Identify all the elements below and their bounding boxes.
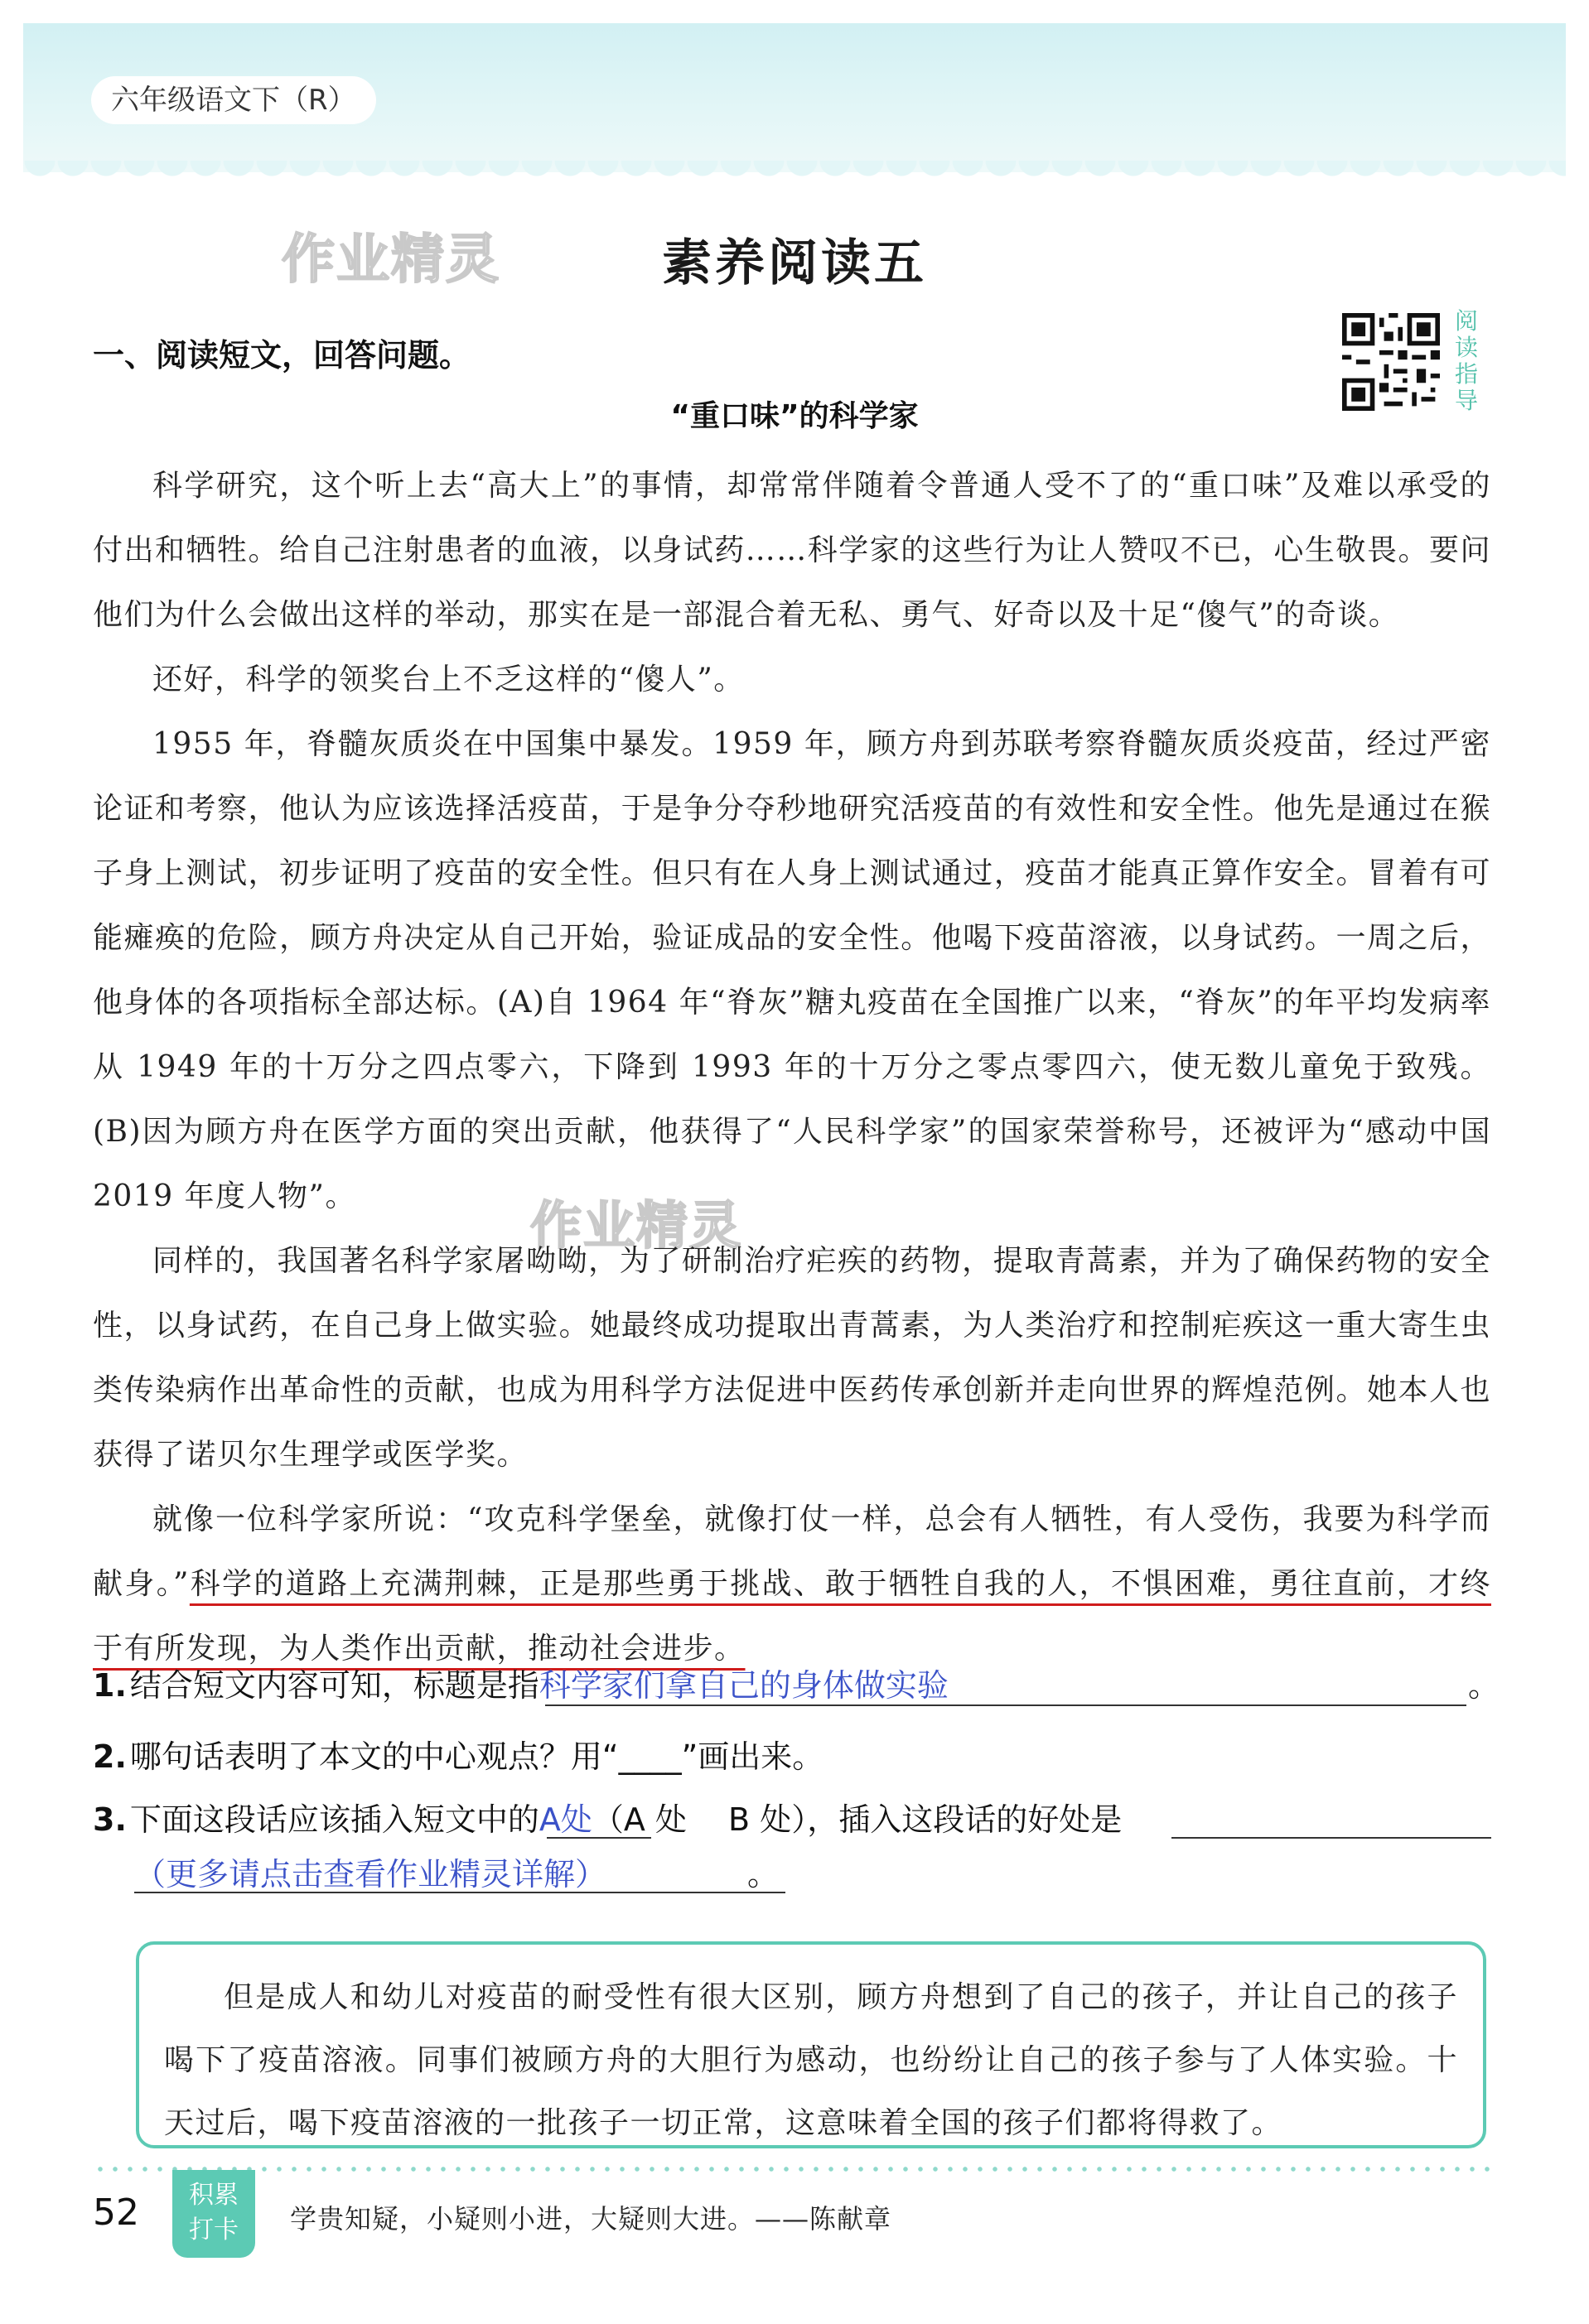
watermark: 作业精灵 — [282, 229, 500, 291]
article-paragraph: 1955 年，脊髓灰质炎在中国集中暴发。1959 年，顾方舟到苏联考察脊髓灰质炎疫苗，经过严密论证和考察，他认为应该选择活疫苗，于是争分夺秒地研究活疫苗的有效性和安全性。他先是通过在猴子身上测试，初步证明了疫苗的安全性。但只有在人身上测试通过，疫苗才能真正算作安全。冒着有可能瘫痪的危险，顾方舟决定从自己开始，验证成品的安全性。他喝下疫苗溶液，以身试药。一周之后，他身体的各项指标全部达标。(A)自 1964 年“脊灰”糖丸疫苗在全国推广以来，“脊灰”的年平均发病率从 1949 年的十万分之四点零六，下降到 1993 年的十万分之零点零四六，使无数儿童免于致残。(B)因为顾方舟在医学方面的突出贡献，他获得了“人民科学家”的国家荣誉称号，还被评为“感动中国 2019 年度人物”。 — [93, 727, 1491, 1213]
answer-3a[interactable]: A处 — [539, 1801, 592, 1838]
insert-passage: 但是成人和幼儿对疫苗的耐受性有很大区别，顾方舟想到了自己的孩子，并让自己的孩子喝下了疫苗溶液。同事们被顾方舟的大胆行为感动，也纷纷让自己的孩子参与了人体实验。十天过后，喝下疫苗溶液的一批孩子一切正常，这意味着全国的孩子们都将得救了。 — [164, 1980, 1458, 2140]
insert-passage-box — [136, 1941, 1486, 2148]
section-heading: 一、阅读短文，回答问题。 — [93, 337, 471, 374]
answer-1[interactable]: 科学家们拿自己的身体做实验 — [539, 1667, 949, 1704]
watermark: 作业精灵 — [530, 1195, 743, 1256]
question-1: 1. 结合短文内容可知，标题是指科学家们拿自己的身体做实验 — [93, 1667, 949, 1704]
article-paragraph: 科学研究，这个听上去“高大上”的事情，却常常伴随着令普通人受不了的“重口味”及难以承受的付出和牺牲。给自己注射患者的血液，以身试药……科学家的这些行为让人赞叹不已，心生敬畏。要问他们为什么会做出这样的举动，那实在是一部混合着无私、勇气、好奇以及十足“傻气”的奇谈。 — [93, 469, 1491, 632]
question-3-line2: （更多请点击查看作业精灵详解） 。 — [134, 1856, 780, 1892]
footer-quote: 学贵知疑，小疑则小进，大疑则大进。——陈献章 — [290, 2203, 892, 2235]
page-title: 素养阅读五 — [662, 234, 927, 292]
answer-line — [547, 1837, 651, 1839]
article-paragraph: 同样的，我国著名科学家屠呦呦，为了研制治疗疟疾的药物，提取青蒿素，并为了确保药物的安全性，以身试药，在自己身上做实验。她最终成功提取出青蒿素，为人类治疗和控制疟疾这一重大寄生虫类传染病作出革命性的贡献，也成为用科学方法促进中医药传承创新并走向世界的辉煌范例。她本人也获得了诺贝尔生理学或医学奖。 — [93, 1244, 1491, 1472]
punch-badge: 积累 打卡 — [172, 2170, 255, 2258]
book-label: 六年级语文下（R） — [91, 76, 376, 124]
answer-3b[interactable]: （更多请点击查看作业精灵详解） — [134, 1856, 607, 1892]
answer-line — [134, 1892, 785, 1893]
article-body — [93, 454, 1491, 1681]
qr-label: 阅 读 指 导 — [1454, 307, 1478, 414]
article-paragraph-last: 就像一位科学家所说：“攻克科学堡垒，就像打仗一样，总会有人牺牲，有人受伤，我要为科学而献身。”科学的道路上充满荆棘，正是那些勇于挑战、敢于牺牲自我的人，不惧困难，勇往直前，才终于有所发现，为人类作出贡献，推动社会进步。 — [93, 1502, 1491, 1666]
answer-line — [1171, 1837, 1491, 1839]
question-1-end: 。 — [1468, 1667, 1500, 1704]
question-3: 3. 下面这段话应该插入短文中的A处（A 处 B 处），插入这段话的好处是 — [93, 1801, 1123, 1838]
page-number: 52 — [93, 2191, 139, 2234]
dotted-divider — [93, 2167, 1493, 2172]
article-paragraph: 还好，科学的领奖台上不乏这样的“傻人”。 — [152, 663, 745, 697]
central-idea-underline: 科学的道路上充满荆棘，正是那些勇于挑战、敢于牺牲自我的人，不惧困难，勇往直前，才终于有所发现，为人类作出贡献，推动社会进步。 — [93, 1567, 1491, 1666]
question-2: 2. 哪句话表明了本文的中心观点？用“____”画出来。 — [93, 1738, 824, 1775]
answer-line — [545, 1704, 1466, 1706]
article-title: “重口味”的科学家 — [670, 399, 919, 433]
